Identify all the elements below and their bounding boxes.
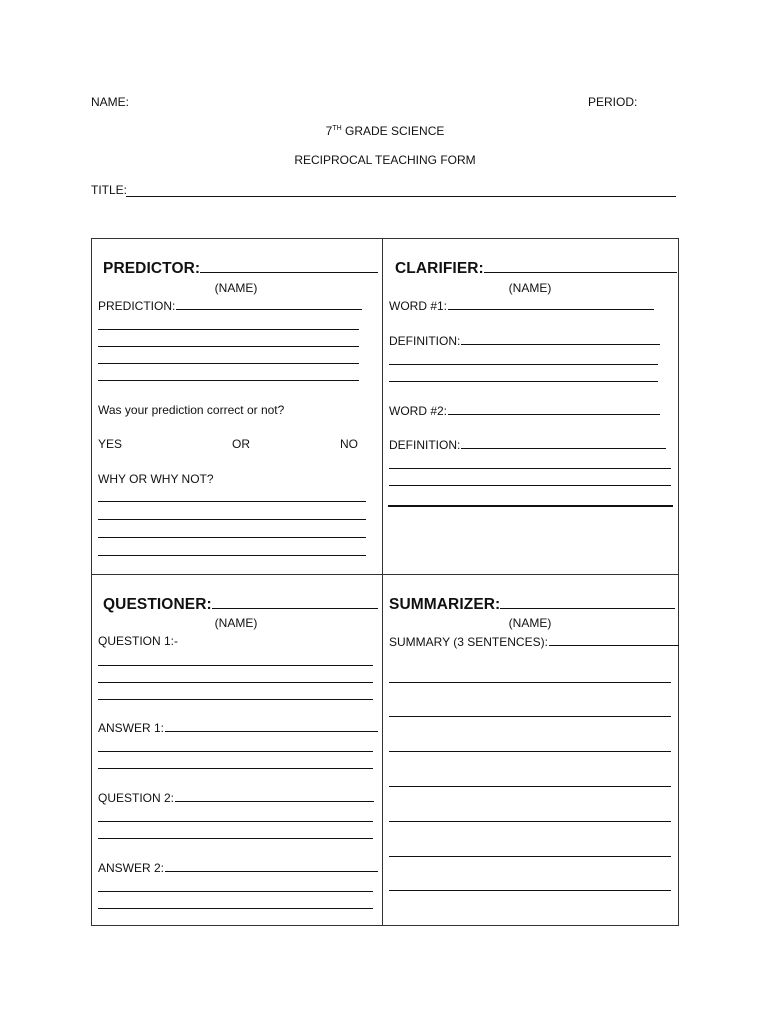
questioner-role: QUESTIONER: [103, 596, 212, 613]
form-title: RECIPROCAL TEACHING FORM [294, 153, 476, 167]
summary-line[interactable] [389, 682, 671, 683]
grade-rest: GRADE SCIENCE [341, 124, 445, 138]
definition2-line[interactable] [461, 437, 666, 449]
question2-line[interactable] [98, 821, 373, 822]
predictor-heading [103, 259, 378, 278]
clarifier-heading [395, 259, 677, 278]
grade-number: 7 [325, 124, 333, 138]
questioner-heading [103, 595, 378, 614]
answer1-line[interactable] [165, 720, 378, 732]
summarizer-role: SUMMARIZER: [389, 596, 501, 613]
word1-label: WORD #1: [389, 299, 448, 313]
definition2-line[interactable] [389, 485, 671, 486]
definition1-line[interactable] [389, 364, 658, 365]
summary-line[interactable] [389, 821, 671, 822]
word1-line[interactable] [448, 298, 654, 310]
prediction-label: PREDICTION: [98, 299, 176, 313]
question2-label: QUESTION 2: [98, 791, 175, 805]
summary-line[interactable] [389, 751, 671, 752]
summarizer-name-hint: (NAME) [508, 616, 552, 630]
no-option[interactable]: NO [340, 437, 358, 451]
why-line[interactable] [98, 519, 366, 520]
summary-line[interactable] [389, 716, 671, 717]
prediction-line[interactable] [98, 380, 359, 381]
definition2-line[interactable] [388, 505, 673, 507]
name-label: NAME: [91, 95, 130, 109]
answer1-line[interactable] [98, 751, 373, 752]
summarizer-name-line[interactable] [500, 595, 675, 609]
summary-label: SUMMARY (3 SENTENCES): [389, 635, 548, 649]
answer2-line[interactable] [165, 860, 378, 872]
prediction-line[interactable] [98, 329, 359, 330]
definition1-label: DEFINITION: [389, 334, 461, 348]
word1-row [389, 298, 654, 313]
question2-line[interactable] [98, 838, 373, 839]
answer2-line[interactable] [98, 891, 373, 892]
definition2-label: DEFINITION: [389, 438, 461, 452]
word2-line[interactable] [448, 403, 660, 415]
answer1-row [98, 720, 378, 735]
summary-line[interactable] [389, 890, 671, 891]
word2-row [389, 403, 660, 418]
definition2-row [389, 437, 666, 452]
grid-vertical-divider [382, 238, 383, 926]
answer1-line[interactable] [98, 768, 373, 769]
word2-label: WORD #2: [389, 404, 448, 418]
question2-line[interactable] [175, 790, 374, 802]
grade-suffix: TH [332, 125, 342, 132]
question1-line[interactable] [98, 682, 373, 683]
clarifier-name-line[interactable] [484, 259, 677, 273]
question1-line[interactable] [98, 665, 373, 666]
or-label: OR [232, 437, 250, 451]
title-label: TITLE: [91, 183, 128, 197]
answer2-row [98, 860, 378, 875]
questioner-name-line[interactable] [212, 595, 378, 609]
definition1-line[interactable] [461, 333, 660, 345]
clarifier-name-hint: (NAME) [508, 281, 552, 295]
summary-line[interactable] [549, 634, 679, 646]
grade-heading [0, 124, 770, 138]
predictor-name-line[interactable] [200, 259, 378, 273]
title-line[interactable] [126, 196, 676, 197]
question1-label: QUESTION 1:- [98, 634, 179, 648]
summary-row [389, 634, 679, 649]
clarifier-role: CLARIFIER: [395, 260, 484, 277]
why-label: WHY OR WHY NOT? [98, 472, 214, 486]
prediction-line[interactable] [98, 363, 359, 364]
question1-line[interactable] [98, 699, 373, 700]
predictor-name-hint: (NAME) [214, 281, 258, 295]
answer1-label: ANSWER 1: [98, 721, 165, 735]
definition1-line[interactable] [389, 381, 658, 382]
summarizer-heading [389, 595, 675, 614]
period-label: PERIOD: [588, 95, 638, 109]
grid-horizontal-divider [91, 574, 679, 575]
predictor-role: PREDICTOR: [103, 260, 201, 277]
prediction-line[interactable] [98, 346, 359, 347]
yes-option[interactable]: YES [98, 437, 123, 451]
summary-line[interactable] [389, 856, 671, 857]
questioner-name-hint: (NAME) [214, 616, 258, 630]
answer2-line[interactable] [98, 908, 373, 909]
definition2-line[interactable] [389, 468, 671, 469]
definition1-row [389, 333, 660, 348]
prediction-label-row [98, 298, 362, 313]
why-line[interactable] [98, 555, 366, 556]
question2-row [98, 790, 374, 805]
why-line[interactable] [98, 501, 366, 502]
summary-line[interactable] [389, 786, 671, 787]
answer2-label: ANSWER 2: [98, 861, 165, 875]
prediction-question: Was your prediction correct or not? [98, 403, 285, 417]
prediction-line[interactable] [176, 298, 362, 310]
why-line[interactable] [98, 537, 366, 538]
